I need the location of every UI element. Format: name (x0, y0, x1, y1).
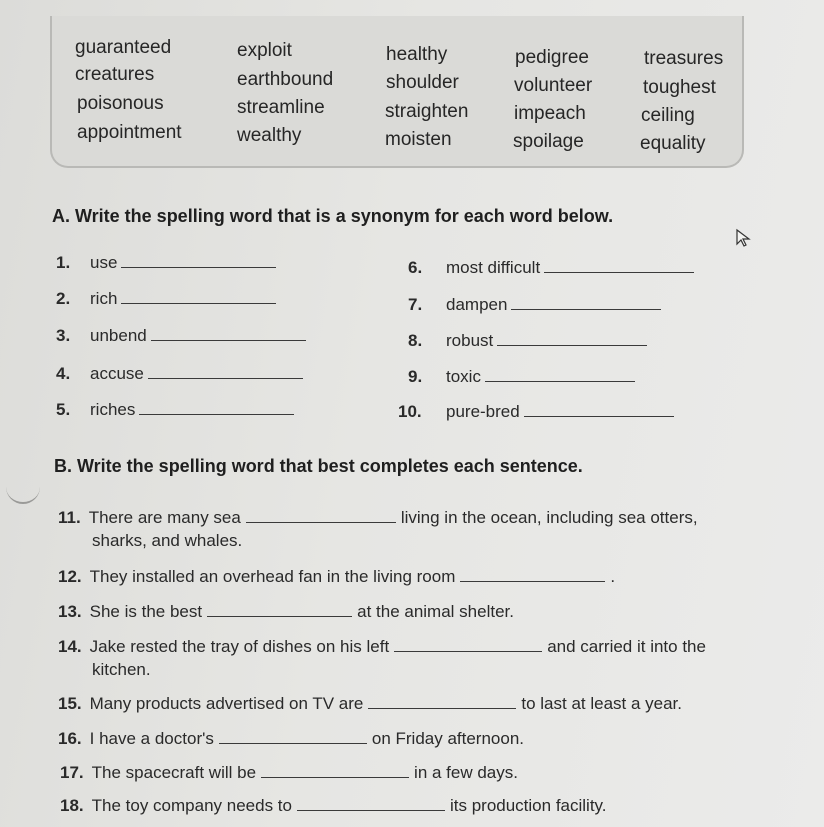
word-bank-word: treasures (644, 48, 724, 69)
sentence-before: Many products advertised on TV are (89, 694, 364, 713)
word-bank-word: appointment (77, 122, 182, 143)
answer-blank[interactable] (524, 402, 674, 417)
item-word: most difficult (446, 258, 541, 277)
item-word: toxic (446, 367, 481, 386)
item-number: 12. (58, 567, 82, 586)
answer-blank[interactable] (394, 637, 542, 652)
word-bank-word: impeach (514, 103, 586, 124)
word-bank-word: guaranteed (75, 37, 172, 58)
sentence-item (58, 637, 706, 657)
word-bank-word: poisonous (77, 93, 164, 114)
word-bank-word: healthy (386, 44, 448, 65)
item-number: 11. (58, 508, 81, 527)
word-bank-word: creatures (75, 64, 155, 85)
mouse-cursor-icon (735, 228, 753, 248)
answer-blank[interactable] (151, 326, 306, 341)
item-word: robust (446, 331, 494, 350)
item-number: 14. (58, 637, 82, 656)
answer-blank[interactable] (261, 763, 409, 778)
answer-blank[interactable] (460, 567, 605, 582)
answer-blank[interactable] (207, 602, 352, 617)
answer-blank[interactable] (121, 253, 276, 268)
answer-blank[interactable] (485, 367, 635, 382)
sentence-before: She is the best (89, 602, 203, 621)
item-number: 4. (56, 364, 71, 383)
margin-mark (6, 484, 40, 504)
answer-blank[interactable] (148, 364, 303, 379)
item-word: rich (90, 289, 118, 308)
answer-blank[interactable] (497, 331, 647, 346)
word-bank-word: wealthy (237, 125, 302, 146)
sentence-before: There are many sea (88, 508, 241, 527)
synonym-item (408, 331, 647, 351)
sentence-item (58, 729, 524, 749)
sentence-after: living in the ocean, including sea otters, (400, 508, 698, 527)
sentence-item (58, 567, 615, 587)
answer-blank[interactable] (511, 295, 661, 310)
item-number: 15. (58, 694, 82, 713)
word-bank-word: spoilage (513, 131, 584, 152)
sentence-item (58, 694, 682, 714)
word-bank-word: streamline (237, 97, 325, 118)
item-word: use (90, 253, 118, 272)
sentence-item (60, 796, 607, 816)
item-number: 10. (398, 402, 422, 421)
synonym-item (408, 367, 635, 387)
word-bank-word: straighten (385, 101, 469, 122)
word-bank-word: equality (640, 133, 706, 154)
sentence-item (58, 508, 698, 528)
sentence-item (58, 602, 514, 622)
item-word: accuse (90, 364, 144, 383)
item-number: 9. (408, 367, 423, 386)
word-bank-word: ceiling (641, 105, 695, 126)
item-word: dampen (446, 295, 508, 314)
answer-blank[interactable] (368, 694, 516, 709)
item-number: 6. (408, 258, 423, 277)
item-number: 13. (58, 602, 82, 621)
item-word: unbend (90, 326, 147, 345)
sentence-before: The toy company needs to (91, 796, 292, 815)
word-bank-word: toughest (643, 77, 716, 98)
item-number: 3. (56, 326, 71, 345)
word-bank-word: moisten (385, 129, 452, 150)
sentence-after: at the animal shelter. (357, 602, 514, 621)
sentence-before: They installed an overhead fan in the living room (89, 567, 456, 586)
sentence-before: The spacecraft will be (91, 763, 257, 782)
answer-blank[interactable] (544, 258, 694, 273)
sentence-continuation: sharks, and whales. (92, 531, 243, 550)
synonym-item (398, 402, 674, 422)
synonym-item (56, 289, 276, 309)
item-number: 2. (56, 289, 71, 308)
section-b-heading: B. Write the spelling word that best completes each sentence. (54, 456, 583, 476)
sentence-after: . (610, 567, 616, 586)
sentence-after: on Friday afternoon. (371, 729, 525, 748)
sentence-before: Jake rested the tray of dishes on his left (89, 637, 390, 656)
item-number: 1. (56, 253, 71, 272)
item-number: 5. (56, 400, 71, 419)
answer-blank[interactable] (139, 400, 294, 415)
item-number: 8. (408, 331, 423, 350)
item-word: riches (90, 400, 136, 419)
word-bank-word: shoulder (386, 72, 459, 93)
synonym-item (56, 364, 303, 384)
synonym-item (56, 253, 276, 273)
answer-blank[interactable] (121, 289, 276, 304)
item-number: 18. (60, 796, 84, 815)
synonym-item (56, 400, 294, 420)
item-number: 7. (408, 295, 423, 314)
sentence-after: its production facility. (449, 796, 607, 815)
item-number: 16. (58, 729, 82, 748)
answer-blank[interactable] (219, 729, 367, 744)
item-word: pure-bred (446, 402, 520, 421)
word-bank-word: pedigree (515, 47, 589, 68)
word-bank-word: earthbound (237, 69, 334, 90)
sentence-after: and carried it into the (547, 637, 706, 656)
sentence-continuation: kitchen. (92, 660, 151, 679)
synonym-item (56, 326, 306, 346)
answer-blank[interactable] (297, 796, 445, 811)
item-number: 17. (60, 763, 84, 782)
synonym-item (408, 295, 661, 315)
synonym-item (408, 258, 694, 278)
section-a-heading: A. Write the spelling word that is a synonym for each word below. (52, 206, 614, 226)
answer-blank[interactable] (246, 508, 396, 523)
word-bank-word: exploit (237, 40, 292, 61)
sentence-item (60, 763, 518, 783)
sentence-after: to last at least a year. (521, 694, 683, 713)
word-bank-word: volunteer (514, 75, 593, 96)
sentence-after: in a few days. (414, 763, 518, 782)
sentence-before: I have a doctor's (89, 729, 214, 748)
